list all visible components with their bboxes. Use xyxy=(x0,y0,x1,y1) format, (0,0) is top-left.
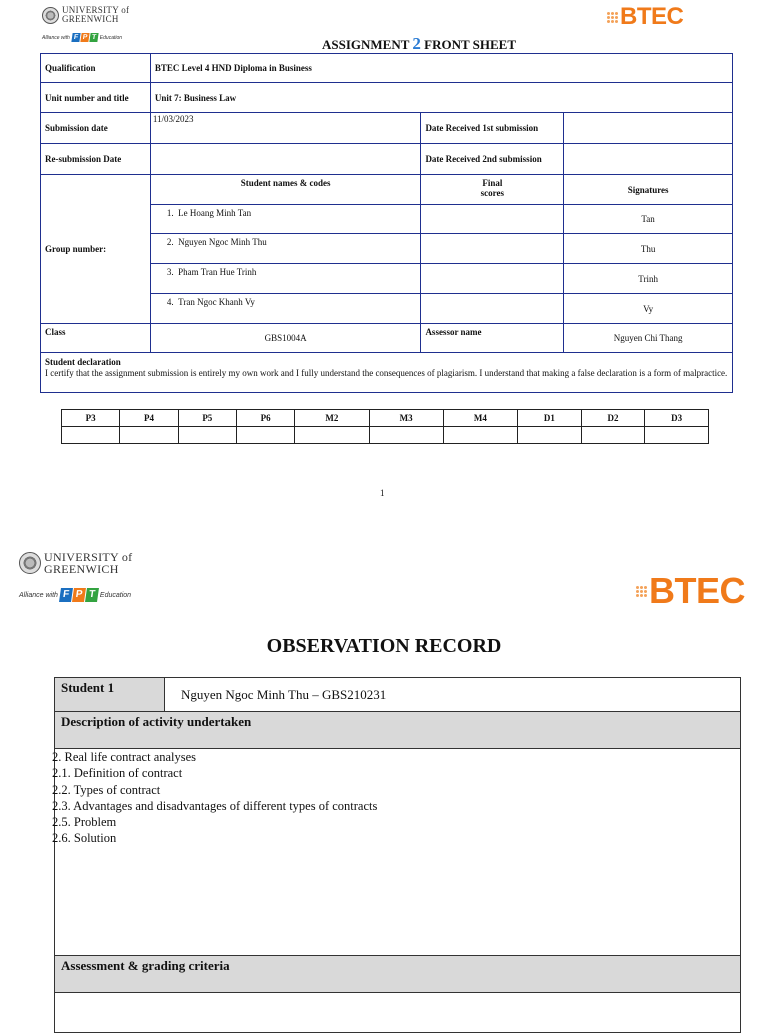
student-score-cell xyxy=(421,294,564,324)
front-sheet-title xyxy=(0,34,768,54)
alliance-prefix: Alliance with xyxy=(19,591,58,599)
declaration-row xyxy=(41,353,733,393)
alliance-prefix: Alliance with xyxy=(42,34,70,41)
student-score-cell xyxy=(421,234,564,264)
grade-value-row xyxy=(62,427,709,444)
grade-cell xyxy=(369,427,443,444)
title-before: ASSIGNMENT xyxy=(321,37,413,52)
btec-dots-icon xyxy=(607,12,618,23)
final-scores-header-line-2: scores xyxy=(480,188,504,198)
grade-header: M4 xyxy=(443,410,517,427)
activities-cell xyxy=(52,749,741,956)
grade-header: M3 xyxy=(369,410,443,427)
final-scores-header xyxy=(421,175,564,205)
alliance-suffix: Education xyxy=(99,591,132,599)
logo-line-2: GREENWICH xyxy=(44,562,119,576)
fpt-letter-p: P xyxy=(72,588,86,602)
final-scores-header-line-1: Final xyxy=(482,178,503,188)
title-number: 2 xyxy=(412,34,421,53)
activity-item: 2.3. Advantages and disadvantages of different types of contracts xyxy=(52,798,378,813)
activity-item: 2.2. Types of contract xyxy=(52,782,161,797)
page-number: 1 xyxy=(380,488,385,498)
btec-wordmark: BTEC xyxy=(620,3,684,30)
criteria-label: Assessment & grading criteria xyxy=(55,956,741,993)
resubmission-value xyxy=(150,144,421,175)
student-value: Nguyen Ngoc Minh Thu – GBS210231 xyxy=(165,678,741,712)
student-score-cell xyxy=(421,264,564,294)
qualification-label: Qualification xyxy=(41,54,151,83)
student-number: 3. xyxy=(166,267,174,277)
class-label: Class xyxy=(41,324,151,353)
unit-value: Unit 7: Business Law xyxy=(150,83,732,113)
activity-item: 2.6. Solution xyxy=(52,831,117,846)
student-signature: Thu xyxy=(564,234,733,264)
grade-header: D2 xyxy=(581,410,645,427)
grade-cell xyxy=(236,427,294,444)
criteria-header-row xyxy=(55,956,741,993)
group-number-label: Group number: xyxy=(41,175,151,324)
student-name: Le Hoang Minh Tan xyxy=(178,208,252,218)
student-signature: Trinh xyxy=(564,264,733,294)
grade-header: P3 xyxy=(62,410,120,427)
student-name-cell xyxy=(150,205,421,234)
student-name-cell xyxy=(150,294,421,324)
greenwich-crest-icon xyxy=(42,7,59,24)
greenwich-crest-icon xyxy=(19,552,41,574)
student-name: Tran Ngoc Khanh Vy xyxy=(178,297,255,307)
resubmission-label: Re-submission Date xyxy=(41,144,151,175)
alliance-fpt-logo-2 xyxy=(19,588,131,602)
btec-dots-icon xyxy=(636,586,647,597)
grading-criteria-table xyxy=(61,409,709,444)
grade-cell xyxy=(645,427,709,444)
student-name-cell xyxy=(150,234,421,264)
description-header-row xyxy=(55,712,741,749)
activity-item: 2.1. Definition of contract xyxy=(52,766,183,781)
grade-header: D3 xyxy=(645,410,709,427)
submission-date-value: 11/03/2023 xyxy=(150,113,421,144)
received-1st-value xyxy=(564,113,733,144)
unit-label: Unit number and title xyxy=(41,83,151,113)
class-value: GBS1004A xyxy=(150,324,421,353)
assessor-value: Nguyen Chi Thang xyxy=(564,324,733,353)
grade-cell xyxy=(62,427,120,444)
student-name-cell xyxy=(150,264,421,294)
fpt-letter-p: P xyxy=(81,34,88,41)
qualification-row xyxy=(41,54,733,83)
grade-cell xyxy=(120,427,178,444)
declaration-text: I certify that the assignment submission is entirely my own work and I fully understand the consequences of plagiarism. I understand that making a false declaration is a form of malpractice. xyxy=(45,367,728,378)
grade-header: D1 xyxy=(518,410,582,427)
student-number: 1. xyxy=(166,208,174,218)
submission-date-label: Submission date xyxy=(41,113,151,144)
btec-wordmark: BTEC xyxy=(649,570,745,611)
student-signature: Vy xyxy=(564,294,733,324)
student-row xyxy=(55,678,741,712)
fpt-letter-f: F xyxy=(73,34,79,41)
fpt-letter-f: F xyxy=(59,588,73,602)
alliance-suffix: Education xyxy=(99,34,123,41)
fpt-letter-t: T xyxy=(91,34,97,41)
criteria-body-row xyxy=(55,993,741,1033)
assessor-label: Assessor name xyxy=(421,324,564,353)
title-after: FRONT SHEET xyxy=(420,37,517,52)
grade-header-row xyxy=(62,410,709,427)
grade-header: P5 xyxy=(178,410,236,427)
university-of-greenwich-logo-2 xyxy=(19,551,132,575)
student-signature: Tan xyxy=(564,205,733,234)
student-number: 4. xyxy=(166,297,174,307)
student-number: 2. xyxy=(166,237,174,247)
grade-header: P4 xyxy=(120,410,178,427)
criteria-cell xyxy=(55,993,741,1033)
activity-item: 2. Real life contract analyses xyxy=(52,750,197,764)
grade-cell xyxy=(178,427,236,444)
received-1st-label: Date Received 1st submission xyxy=(421,113,564,144)
student-name: Pham Tran Hue Trinh xyxy=(178,267,257,277)
fpt-logo-icon xyxy=(60,588,98,602)
observation-record-title: OBSERVATION RECORD xyxy=(266,635,502,657)
resubmission-row xyxy=(41,144,733,175)
submission-row xyxy=(41,113,733,144)
grade-header: M2 xyxy=(295,410,369,427)
signatures-header: Signatures xyxy=(564,175,733,205)
grade-cell xyxy=(518,427,582,444)
unit-row xyxy=(41,83,733,113)
received-2nd-label: Date Received 2nd submission xyxy=(421,144,564,175)
logo-line-1: UNIVERSITY of xyxy=(44,550,133,564)
logo-line-1: UNIVERSITY of xyxy=(62,5,130,15)
logo-line-2: GREENWICH xyxy=(62,14,119,24)
student-names-header: Student names & codes xyxy=(150,175,421,205)
qualification-value: BTEC Level 4 HND Diploma in Business xyxy=(150,54,732,83)
declaration-cell xyxy=(41,353,733,393)
fpt-letter-t: T xyxy=(85,588,99,602)
grade-cell xyxy=(443,427,517,444)
grade-header: P6 xyxy=(236,410,294,427)
activities-row xyxy=(55,749,741,956)
student-label: Student 1 xyxy=(55,678,165,712)
btec-logo-2 xyxy=(636,570,745,612)
student-name: Nguyen Ngoc Minh Thu xyxy=(178,237,267,247)
declaration-title: Student declaration xyxy=(45,357,121,367)
grade-cell xyxy=(581,427,645,444)
observation-table xyxy=(54,677,741,1033)
activity-item: 2.5. Problem xyxy=(52,815,117,830)
front-sheet-table xyxy=(40,53,733,393)
class-row xyxy=(41,324,733,353)
student-score-cell xyxy=(421,205,564,234)
university-of-greenwich-logo xyxy=(42,6,129,24)
grade-cell xyxy=(295,427,369,444)
btec-logo xyxy=(607,3,683,31)
description-label: Description of activity undertaken xyxy=(55,712,741,749)
students-header-row xyxy=(41,175,733,205)
received-2nd-value xyxy=(564,144,733,175)
